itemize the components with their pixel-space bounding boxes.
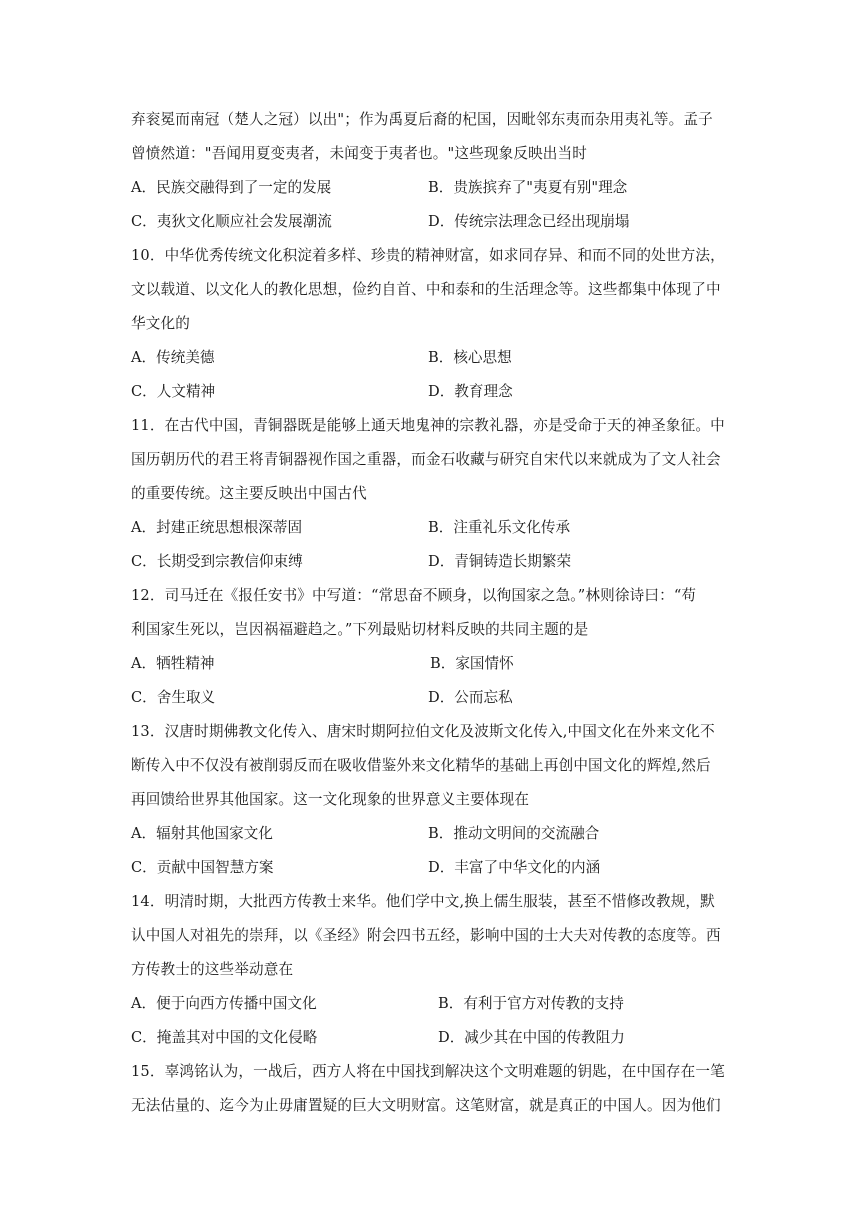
question-14-option-c: C．掩盖其对中国的文化侵略 [131,1029,318,1046]
question-11-line-3: 的重要传统。这主要反映出中国古代 [131,485,367,502]
question-11-option-a: A．封建正统思想根深蒂固 [131,519,303,536]
question-11-line-1: 11．在古代中国，青铜器既是能够上通天地鬼神的宗教礼器，亦是受命于天的神圣象征。中 [131,417,725,434]
question-13-option-d: D．丰富了中华文化的内涵 [428,859,601,876]
question-9-option-c: C．夷狄文化顺应社会发展潮流 [131,213,332,230]
question-10-option-d: D．教育理念 [428,383,513,400]
question-9-option-a: A．民族交融得到了一定的发展 [131,179,332,196]
question-10-line-2: 文以载道、以文化人的教化思想，俭约自首、中和泰和的生活理念等。这些都集中体现了中 [131,281,721,298]
question-14-line-1: 14．明清时期，大批西方传教士来华。他们学中文,换上儒生服装，甚至不惜修改教规，默 [131,893,715,910]
question-10-option-b: B．核心思想 [428,349,512,366]
question-9-option-b: B．贵族摈弃了"夷夏有别"理念 [428,179,628,196]
question-15-line-1: 15．辜鸿铭认为，一战后，西方人将在中国找到解决这个文明难题的钥匙，在中国存在一笔 [131,1063,725,1080]
question-11-option-c: C．长期受到宗教信仰束缚 [131,553,303,570]
question-10-line-1: 10．中华优秀传统文化积淀着多样、珍贵的精神财富，如求同存异、和而不同的处世方法， [131,247,725,264]
question-13-line-1: 13．汉唐时期佛教文化传入、唐宋时期阿拉伯文化及波斯文化传入,中国文化在外来文化不 [131,723,715,740]
question-12-option-b: B．家国情怀 [430,655,514,672]
question-14-option-d: D．减少其在中国的传教阻力 [438,1029,625,1046]
question-13-line-3: 再回馈给世界其他国家。这一文化现象的世界意义主要体现在 [131,791,530,808]
question-10-option-a: A．传统美德 [131,349,215,366]
question-9-line-2: 曾愤然道："吾闻用夏变夷者，未闻变于夷者也。"这些现象反映出当时 [131,145,588,162]
question-14-option-b: B．有利于官方对传教的支持 [438,995,624,1012]
question-10-line-3: 华文化的 [131,315,190,332]
question-13-option-c: C．贡献中国智慧方案 [131,859,274,876]
question-11-line-2: 国历朝历代的君王将青铜器视作国之重器，而金石收藏与研究自宋代以来就成为了文人社会 [131,451,721,468]
question-11-option-b: B．注重礼乐文化传承 [428,519,571,536]
question-12-option-c: C．舍生取义 [131,689,216,706]
question-12-option-a: A．牺牲精神 [131,655,215,672]
question-13-option-b: B．推动文明间的交流融合 [428,825,600,842]
question-9-option-d: D．传统宗法理念已经出现崩塌 [428,213,630,230]
question-15-line-2: 无法估量的、迄今为止毋庸置疑的巨大文明财富。这笔财富，就是真正的中国人。因为他们 [131,1097,721,1114]
question-14-option-a: A．便于向西方传播中国文化 [131,995,317,1012]
question-14-line-2: 认中国人对祖先的崇拜，以《圣经》附会四书五经，影响中国的士大夫对传教的态度等。西 [131,927,721,944]
question-9-line-1: 弃衮冕而南冠（楚人之冠）以出"；作为禹夏后裔的杞国，因毗邻东夷而杂用夷礼等。孟子 [131,111,713,128]
question-14-line-3: 方传教士的这些举动意在 [131,961,294,978]
question-12-line-2: 利国家生死以，岂因祸福避趋之。”下列最贴切材料反映的共同主题的是 [131,621,589,638]
question-12-line-1: 12．司马迁在《报任安书》中写道：“常思奋不顾身，以徇国家之急。”林则徐诗曰：“苟 [131,587,697,604]
question-10-option-c: C．人文精神 [131,383,216,400]
question-12-option-d: D．公而忘私 [428,689,513,706]
question-13-line-2: 断传入中不仅没有被削弱反而在吸收借鉴外来文化精华的基础上再创中国文化的辉煌,然后 [131,757,711,774]
question-11-option-d: D．青铜铸造长期繁荣 [428,553,572,570]
question-13-option-a: A．辐射其他国家文化 [131,825,273,842]
